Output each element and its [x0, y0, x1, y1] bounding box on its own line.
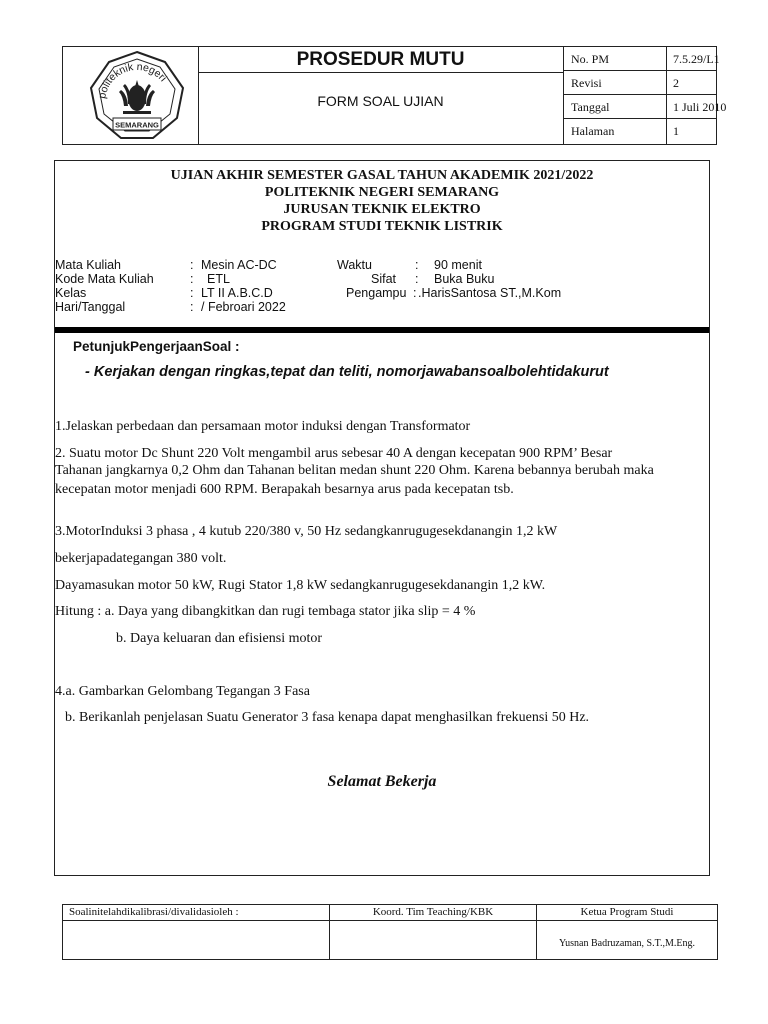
question-4a: 4.a. Gambarkan Gelombang Tegangan 3 Fasa [55, 684, 310, 699]
info-sep: : [190, 272, 194, 286]
info-right-row-waktu [337, 258, 372, 272]
info-sep: : [190, 300, 194, 314]
instruction-text: - Kerjakan dengan ringkas,tepat dan teliti, nomorjawabansoalbolehtidakurut [85, 364, 609, 380]
signatory-name: Yusnan Badruzaman, S.T.,M.Eng. [559, 938, 695, 949]
info-label: Hari/Tanggal [55, 300, 126, 314]
info-sep: : [190, 286, 194, 300]
document-title: PROSEDUR MUTU [198, 47, 563, 73]
question-3-line: Dayamasukan motor 50 kW, Rugi Stator 1,8 kW sedangkanrugugesekdanangin 1,2 kW. [55, 578, 546, 593]
info-left-seps [190, 258, 193, 314]
info-label: Mata Kuliah [55, 258, 122, 272]
info-sep: : [190, 258, 194, 272]
validation-cell [330, 921, 536, 959]
instructions-title: PetunjukPengerjaanSoal : [73, 339, 240, 354]
exam-body [54, 160, 710, 876]
info-value: 90 menit [434, 258, 482, 272]
info-right-value [418, 286, 561, 300]
polines-logo-icon [87, 50, 187, 142]
question-2-line: kecepatan motor menjadi 600 RPM. Berapakah besarnya arus pada kecepatan tsb. [55, 482, 514, 497]
meta-key: Tanggal [563, 95, 667, 118]
meta-row-halaman [563, 119, 717, 144]
info-value: Buka Buku [434, 272, 495, 286]
title-cell [198, 47, 564, 144]
info-label: Sifat [371, 272, 397, 286]
logo-ring-text: politeknik negeri [96, 60, 169, 100]
validation-table [62, 904, 718, 960]
meta-key: Halaman [563, 119, 667, 144]
question-1: 1.Jelaskan perbedaan dan persamaan motor induksi dengan Transformator [55, 419, 471, 434]
info-right-sep [415, 272, 418, 286]
info-right-row-sifat [371, 272, 396, 286]
validation-col-1 [63, 905, 330, 959]
validation-col-3 [537, 905, 717, 959]
validation-header: Ketua Program Studi [537, 905, 717, 921]
heading-line: UJIAN AKHIR SEMESTER GASAL TAHUN AKADEMIK 2021/2022 [170, 168, 594, 183]
info-sep: : [413, 286, 417, 300]
exam-heading [55, 167, 709, 235]
question-3-line: 3.MotorInduksi 3 phasa , 4 kutub 220/380 v, 50 Hz sedangkanrugugesekdanangin 1,2 kW [55, 524, 558, 539]
info-left-labels [55, 258, 154, 314]
info-label: Waktu [337, 258, 372, 272]
document-subtitle: FORM SOAL UJIAN [317, 93, 444, 109]
info-value: .HarisSantosa ST.,M.Kom [418, 286, 562, 300]
section-divider [55, 327, 709, 333]
question-3a: Hitung : a. Daya yang dibangkitkan dan rugi tembaga stator jika slip = 4 % [55, 604, 476, 619]
info-sep: : [415, 272, 419, 286]
info-label: Kode Mata Kuliah [55, 272, 154, 286]
heading-line: PROGRAM STUDI TEKNIK LISTRIK [261, 219, 503, 234]
question-2-line: Tahanan jangkarnya 0,2 Ohm dan Tahanan belitan medan shunt 220 Ohm. Karena bebannya berubah maka [55, 463, 654, 478]
meta-row-revisi [563, 71, 717, 95]
info-left-values [201, 258, 286, 314]
logo-cell [63, 47, 199, 144]
heading-line: POLITEKNIK NEGERI SEMARANG [264, 185, 500, 200]
info-value: LT II A.B.C.D [201, 286, 273, 300]
info-right-sep [413, 286, 416, 300]
meta-key: No. PM [563, 47, 667, 70]
info-value: Mesin AC-DC [201, 258, 277, 272]
meta-value: 1 Juli 2010 [673, 100, 727, 114]
validation-cell [63, 921, 329, 959]
info-right-sep [415, 258, 418, 272]
question-3-line: bekerjapadategangan 380 volt. [55, 551, 227, 566]
document-header [62, 46, 727, 145]
meta-row-tanggal [563, 95, 727, 119]
info-right-value [434, 258, 482, 272]
info-value: ETL [207, 272, 230, 286]
meta-row-no-pm [563, 47, 720, 71]
meta-value: 1 [673, 124, 679, 138]
heading-line: JURUSAN TEKNIK ELEKTRO [283, 202, 481, 217]
meta-value: 7.5.29/L1 [673, 52, 720, 66]
closing-text: Selamat Bekerja [327, 773, 437, 790]
validation-header: Soalinitelahdikalibrasi/divalidasioleh : [63, 905, 329, 921]
validation-col-2 [330, 905, 537, 959]
info-right-value [434, 272, 494, 286]
validation-header: Koord. Tim Teaching/KBK [330, 905, 536, 921]
info-sep: : [415, 258, 419, 272]
question-2-line: 2. Suatu motor Dc Shunt 220 Volt mengambil arus sebesar 40 A dengan kecepatan 900 RPM’ Besar [55, 446, 613, 461]
info-value: / Febroari 2022 [201, 300, 286, 314]
info-label: Pengampu [346, 286, 407, 300]
question-3b: b. Daya keluaran dan efisiensi motor [116, 631, 323, 646]
meta-key: Revisi [563, 71, 667, 94]
info-label: Kelas [55, 286, 87, 300]
info-right-row-pengampu [346, 286, 406, 300]
meta-value: 2 [673, 76, 679, 90]
question-4b: b. Berikanlah penjelasan Suatu Generator 3 fasa kenapa dapat menghasilkan frekuensi 50 Hz. [65, 710, 590, 725]
logo-banner-text: SEMARANG [115, 120, 159, 130]
meta-table [563, 47, 727, 144]
